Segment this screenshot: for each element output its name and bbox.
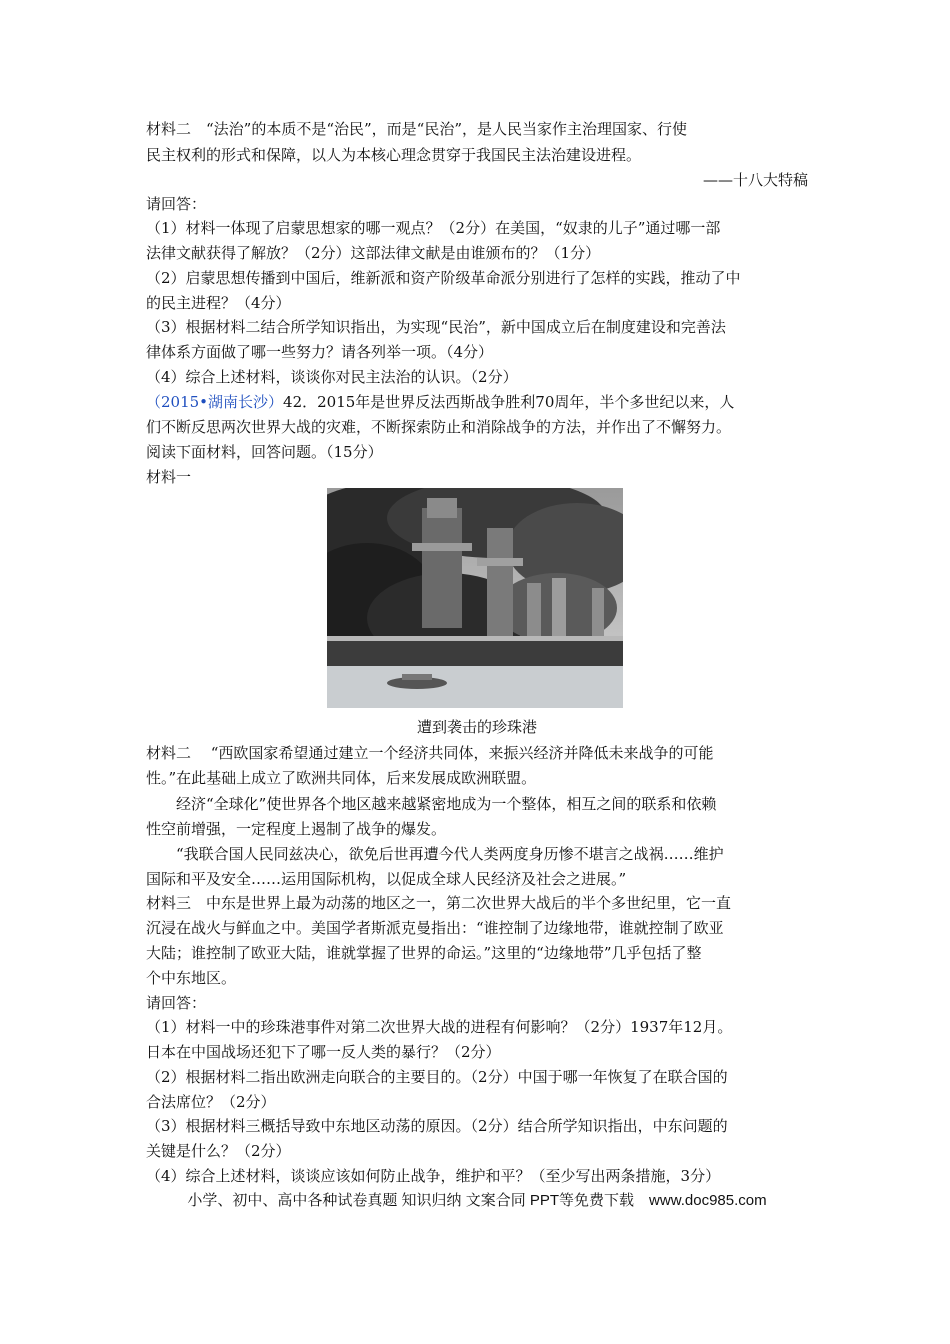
question-2: 合法席位？（2分）	[146, 1093, 276, 1111]
material-2-text: 材料二 “西欧国家希望通过建立一个经济共同体，来振兴经济并降低未来战争的可能	[146, 744, 714, 762]
question-1: （1）材料一中的珍珠港事件对第二次世界大战的进程有何影响？（2分）1937年12月。	[146, 1018, 733, 1036]
ask-heading: 请回答：	[146, 994, 207, 1012]
material-2-text: 国际和平及安全……运用国际机构，以促成全球人民经济及社会之进展。”	[146, 870, 627, 888]
question-1: 日本在中国战场还犯下了哪一反人类的暴行？（2分）	[146, 1043, 501, 1061]
intro-text: 们不断反思两次世界大战的灾难，不断探索防止和消除战争的方法，并作出了不懈努力。	[146, 418, 732, 436]
source-tag: （2015•湖南长沙）	[146, 393, 284, 411]
material-2-text: 性。”在此基础上成立了欧洲共同体，后来发展成欧洲联盟。	[146, 769, 537, 787]
material-2-text: 材料二 “法治”的本质不是“治民”，而是“民治”，是人民当家作主治理国家、行使	[146, 120, 688, 138]
question-3: 律体系方面做了哪一些努力？请各列举一项。（4分）	[146, 343, 494, 361]
question-1: 法律文献获得了解放？（2分）这部法律文献是由谁颁布的？（1分）	[146, 244, 601, 262]
pearl-harbor-photo	[327, 488, 623, 708]
question-2: 的民主进程？（4分）	[146, 294, 291, 312]
material-3-text: 大陆；谁控制了欧亚大陆，谁就掌握了世界的命运。”这里的“边缘地带”几乎包括了整	[146, 944, 702, 962]
material-3-text: 材料三 中东是世界上最为动荡的地区之一，第二次世界大战后的半个多世纪里，它一直	[146, 894, 732, 912]
question-3: （3）根据材料二结合所学知识指出，为实现“民治”，新中国成立后在制度建设和完善法	[146, 318, 726, 336]
question-4: （4）综合上述材料，谈谈你对民主法治的认识。（2分）	[146, 368, 518, 386]
question-4: （4）综合上述材料，谈谈应该如何防止战争，维护和平？（至少写出两条措施，3分）	[146, 1167, 721, 1185]
footer-text: 小学、初中、高中各种试卷真题 知识归纳 文案合同 PPT等免费下载 www.doc985.com	[187, 1192, 767, 1209]
question-2: （2）根据材料二指出欧洲走向联合的主要目的。（2分）中国于哪一年恢复了在联合国的	[146, 1068, 728, 1086]
material-1-label: 材料一	[146, 468, 192, 486]
photo-caption: 遭到袭击的珍珠港	[416, 718, 537, 736]
question-3: （3）根据材料三概括导致中东地区动荡的原因。（2分）结合所学知识指出，中东问题的	[146, 1117, 728, 1135]
material-2-text: “我联合国人民同兹决心，欲免后世再遭今代人类两度身历惨不堪言之战祸……维护	[176, 845, 724, 863]
material-3-text: 个中东地区。	[146, 969, 237, 987]
intro-text: 42．2015年是世界反法西斯战争胜利70周年，半个多世纪以来，人	[283, 393, 735, 411]
material-2-text: 民主权利的形式和保障，以人为本核心理念贯穿于我国民主法治建设进程。	[146, 146, 642, 164]
question-2: （2）启蒙思想传播到中国后，维新派和资产阶级革命派分别进行了怎样的实践，推动了中	[146, 269, 741, 287]
material-2-text: 性空前增强，一定程度上遏制了战争的爆发。	[146, 820, 447, 838]
question-1: （1）材料一体现了启蒙思想家的哪一观点？（2分）在美国，“奴隶的儿子”通过哪一部	[146, 219, 721, 237]
material-3-text: 沉浸在战火与鲜血之中。美国学者斯派克曼指出：“谁控制了边缘地带，谁就控制了欧亚	[146, 919, 724, 937]
ask-heading: 请回答：	[146, 195, 207, 213]
question-42-intro	[146, 389, 808, 415]
material-2-text: 经济“全球化”使世界各个地区越来越紧密地成为一个整体，相互之间的联系和依赖	[176, 795, 717, 813]
question-3: 关键是什么？（2分）	[146, 1142, 291, 1160]
intro-text: 阅读下面材料，回答问题。（15分）	[146, 443, 383, 461]
material-2-source: ——十八大特稿	[702, 171, 808, 189]
